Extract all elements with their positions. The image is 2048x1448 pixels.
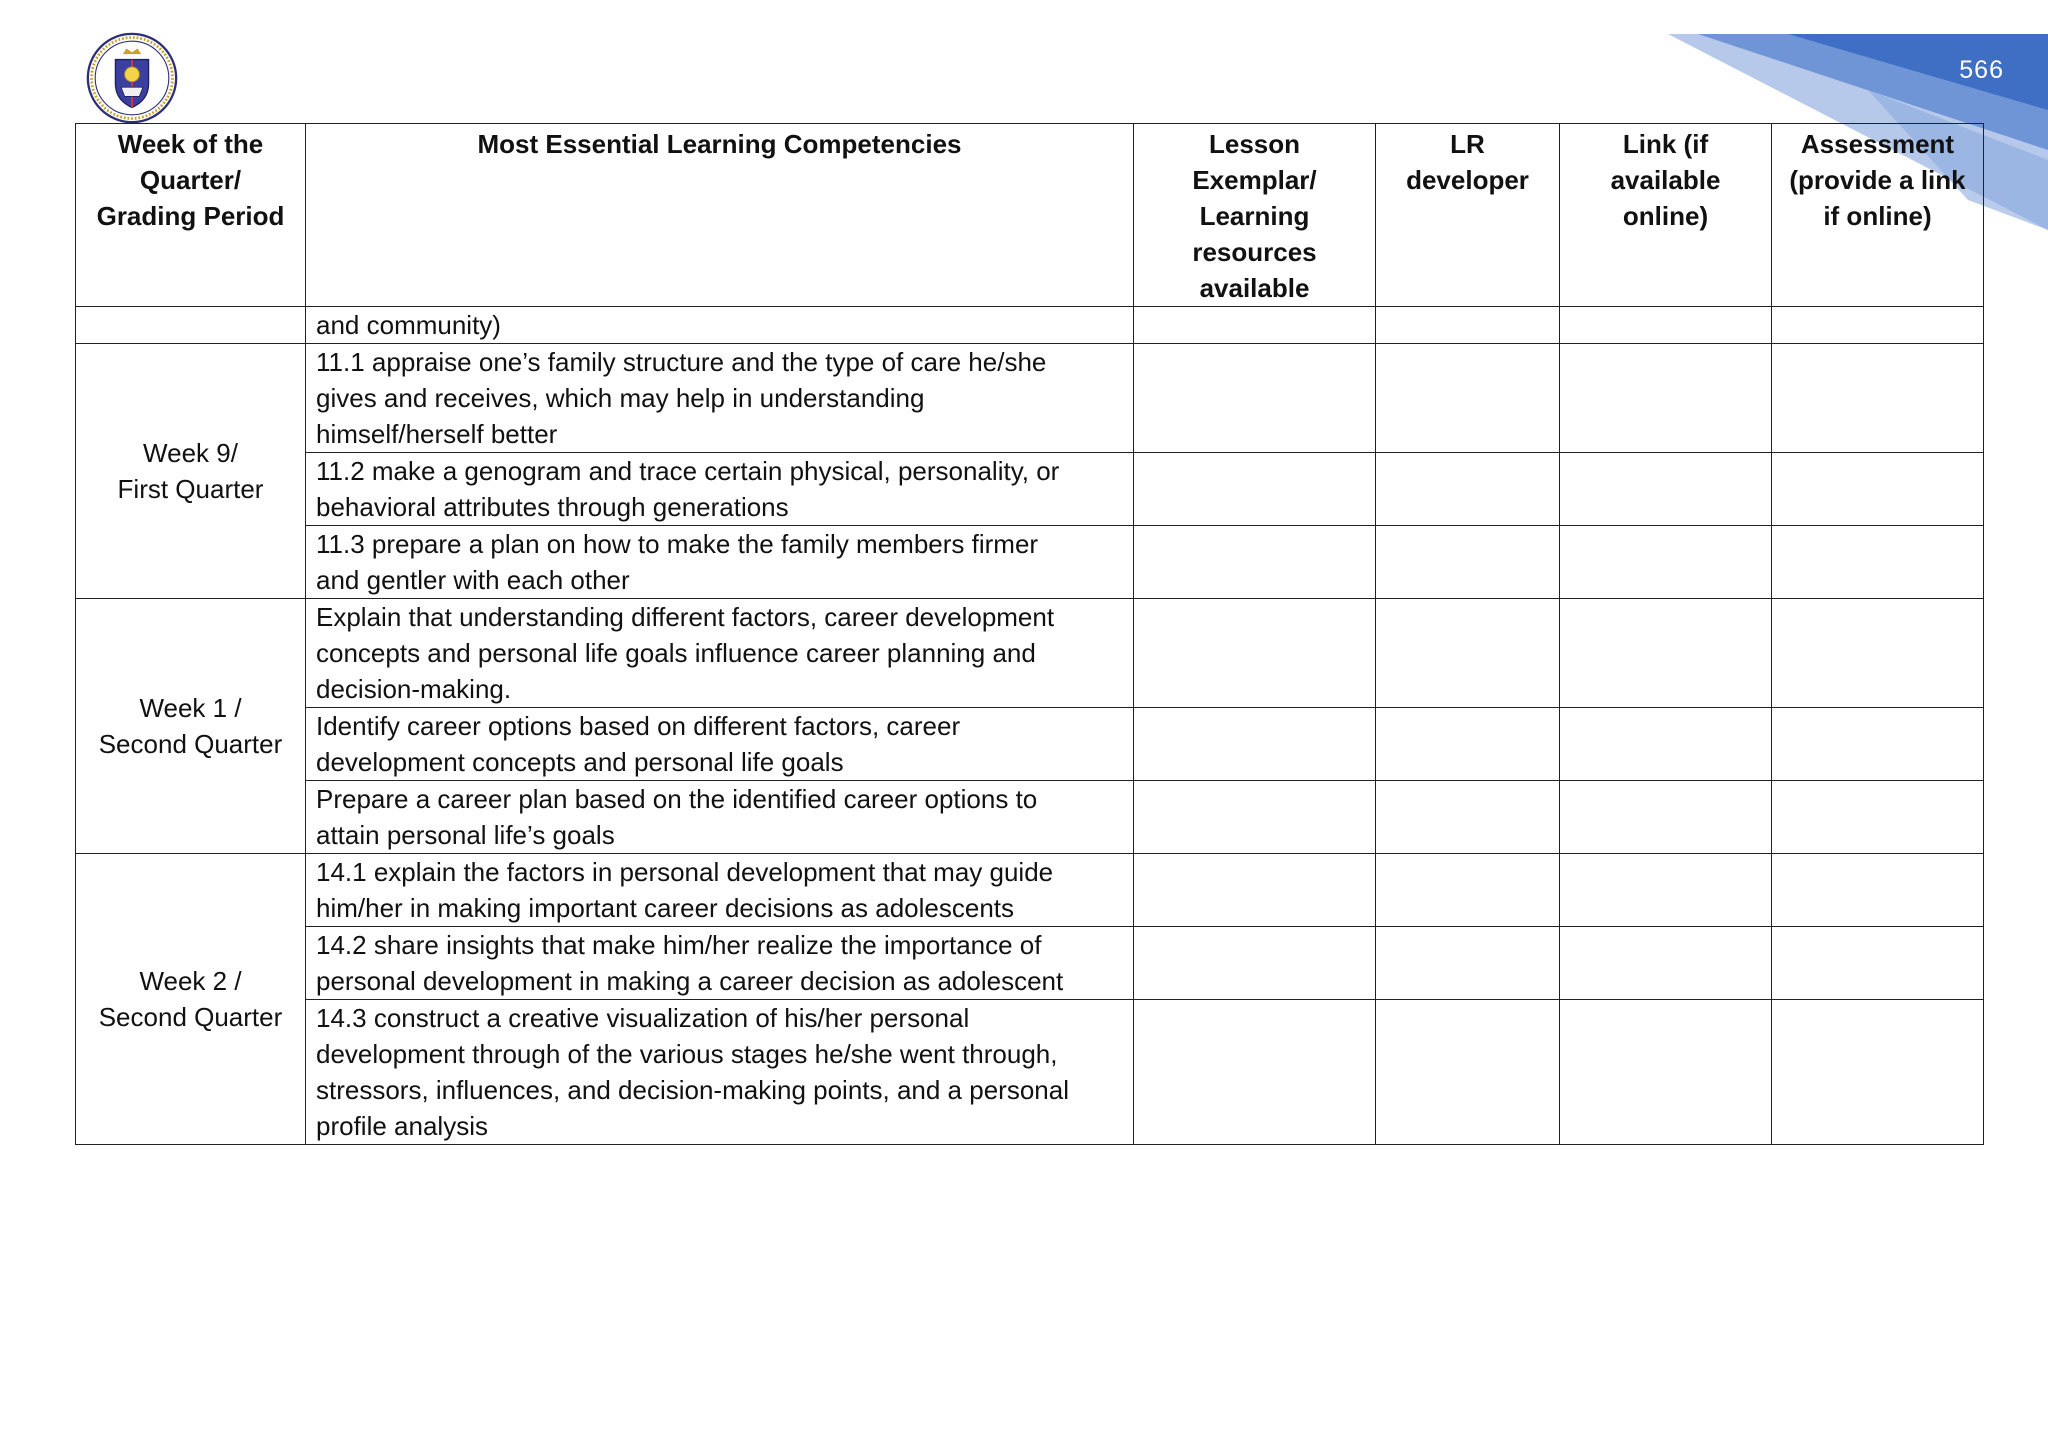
link-cell [1560,453,1772,526]
competency-cell: 14.2 share insights that make him/her realize the importance of personal development in making a career decision as adolescent [306,927,1134,1000]
week-cell: Week 1 / Second Quarter [76,599,306,854]
week-cell: Week 2 / Second Quarter [76,854,306,1145]
lesson-cell [1134,781,1376,854]
lesson-cell [1134,708,1376,781]
table-row [76,854,1984,927]
lr-developer-cell [1376,526,1560,599]
link-cell [1560,854,1772,927]
lesson-cell [1134,599,1376,708]
assessment-cell [1772,708,1984,781]
header-competencies: Most Essential Learning Competencies [306,124,1134,307]
week-cell: Week 9/ First Quarter [76,344,306,599]
lesson-cell [1134,927,1376,1000]
link-cell [1560,307,1772,344]
week-cell [76,307,306,344]
header-lesson-exemplar: Lesson Exemplar/ Learning resources available [1134,124,1376,307]
assessment-cell [1772,344,1984,453]
lr-developer-cell [1376,708,1560,781]
deped-seal-logo [86,32,178,124]
lesson-cell [1134,344,1376,453]
table-row [76,1000,1984,1145]
table-row [76,344,1984,453]
assessment-cell [1772,599,1984,708]
lr-developer-cell [1376,927,1560,1000]
table-row [76,927,1984,1000]
lr-developer-cell [1376,854,1560,927]
assessment-cell [1772,307,1984,344]
assessment-cell [1772,1000,1984,1145]
lr-developer-cell [1376,599,1560,708]
lesson-cell [1134,453,1376,526]
competency-cell: 14.1 explain the factors in personal development that may guide him/her in making important career decisions as adolescents [306,854,1134,927]
table-header-row [76,124,1984,307]
lr-developer-cell [1376,781,1560,854]
link-cell [1560,526,1772,599]
assessment-cell [1772,927,1984,1000]
competency-cell: Identify career options based on different factors, career development concepts and personal life goals [306,708,1134,781]
assessment-cell [1772,854,1984,927]
link-cell [1560,781,1772,854]
lesson-cell [1134,526,1376,599]
assessment-cell [1772,781,1984,854]
lr-developer-cell [1376,344,1560,453]
lr-developer-cell [1376,307,1560,344]
lr-developer-cell [1376,453,1560,526]
link-cell [1560,599,1772,708]
lesson-cell [1134,307,1376,344]
competency-cell: 11.2 make a genogram and trace certain physical, personality, or behavioral attributes through generations [306,453,1134,526]
competency-cell: Prepare a career plan based on the identified career options to attain personal life’s goals [306,781,1134,854]
competency-cell: 11.1 appraise one’s family structure and the type of care he/she gives and receives, which may help in understanding himself/herself better [306,344,1134,453]
competency-cell: and community) [306,307,1134,344]
competency-cell: Explain that understanding different factors, career development concepts and personal life goals influence career planning and decision-making. [306,599,1134,708]
link-cell [1560,927,1772,1000]
header-assessment: Assessment (provide a link if online) [1772,124,1984,307]
melc-table [75,123,1984,1145]
table-row [76,708,1984,781]
header-link: Link (if available online) [1560,124,1772,307]
table-row [76,781,1984,854]
assessment-cell [1772,453,1984,526]
lr-developer-cell [1376,1000,1560,1145]
competency-cell: 11.3 prepare a plan on how to make the family members firmer and gentler with each other [306,526,1134,599]
page-number: 566 [1959,56,2004,84]
table-row [76,526,1984,599]
table-row [76,599,1984,708]
assessment-cell [1772,526,1984,599]
table-row [76,307,1984,344]
link-cell [1560,1000,1772,1145]
link-cell [1560,344,1772,453]
competency-cell: 14.3 construct a creative visualization of his/her personal development through of the various stages he/she went through, stressors, influences, and decision-making points, and a personal profile analysis [306,1000,1134,1145]
lesson-cell [1134,854,1376,927]
header-lr-developer: LR developer [1376,124,1560,307]
header-week: Week of the Quarter/ Grading Period [76,124,306,307]
table-row [76,453,1984,526]
link-cell [1560,708,1772,781]
lesson-cell [1134,1000,1376,1145]
